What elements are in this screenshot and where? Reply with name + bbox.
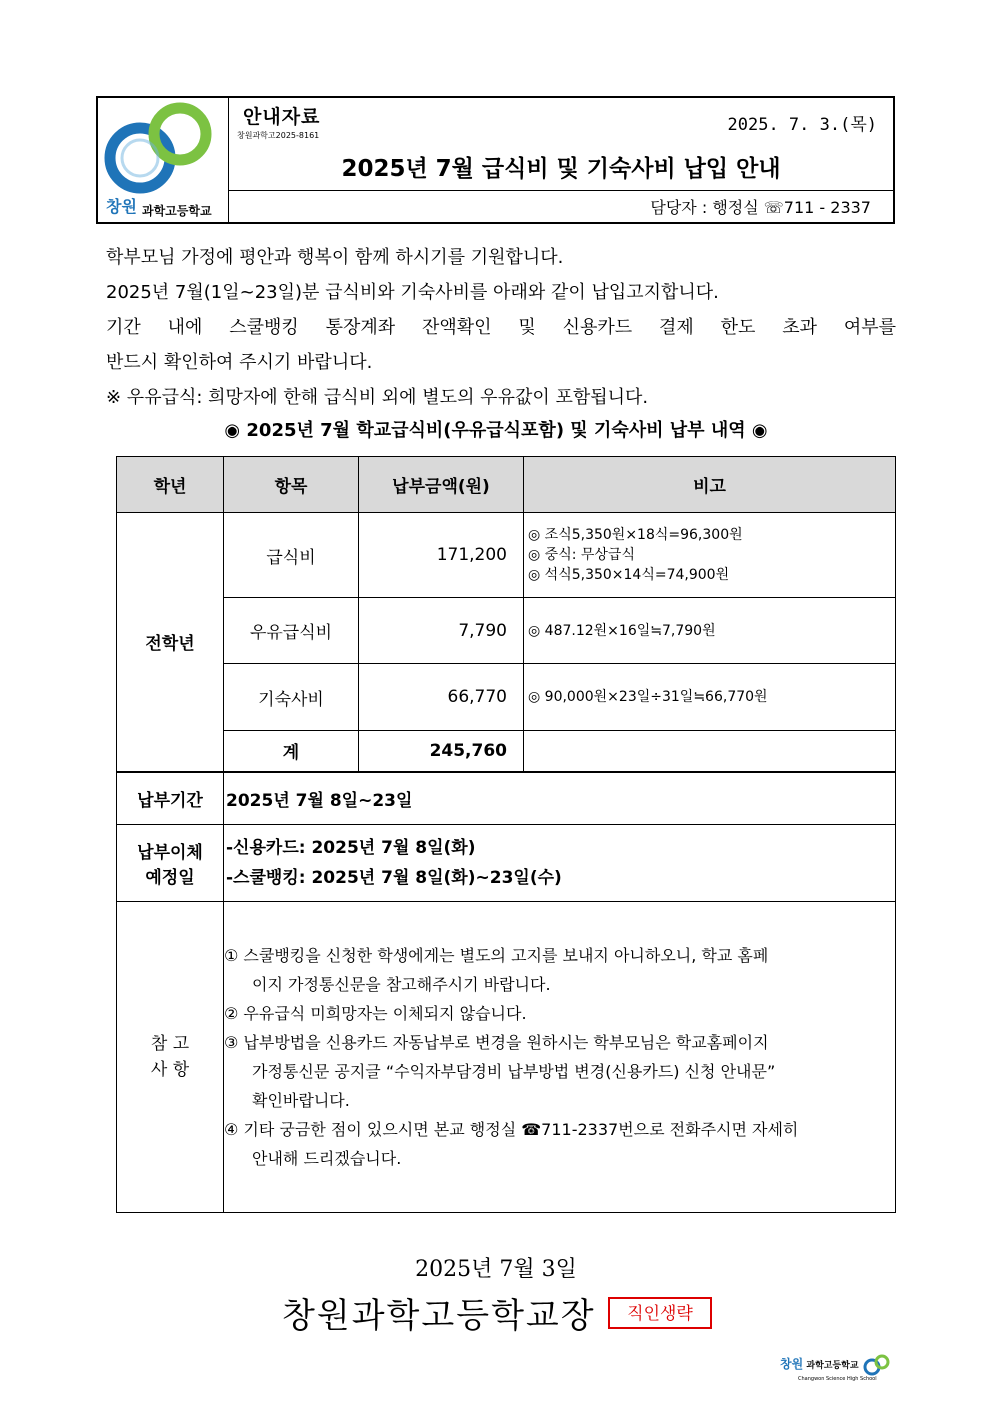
reference-item: ④ 기타 궁금한 점이 있으시면 본교 행정실 ☎711-2337번으로 전화주시면 자세히 [224,1120,799,1139]
reference-label-line: 참 고 [150,1034,190,1054]
bottom-logo-char: 창원 [780,1357,804,1371]
table-row [117,664,896,731]
table-header-row [117,457,896,513]
column-header: 납부금액(원) [359,457,524,513]
reference-label-line: 사 항 [150,1060,190,1080]
note-line: ◎ 석식5,350×14식=74,900원 [528,567,730,583]
column-header: 비고 [524,457,896,513]
column-header: 항목 [224,457,359,513]
transfer-line: -신용카드: 2025년 7월 8일(화) [226,838,476,858]
transfer-label-line: 납부이체 [137,843,203,863]
item-cell: 급식비 [224,513,359,598]
bottom-logo-name: 과학고등학교 [806,1361,859,1371]
total-row [117,731,896,772]
bottom-logo [780,1354,892,1382]
reference-item-cont: 이지 가정통신문을 참고해주시기 바랍니다. [252,975,551,994]
intro-text [106,240,898,415]
logo-school-name: 과학고등학교 [142,204,212,218]
note-line: ◎ 90,000원×23일÷31일≒66,770원 [528,689,768,705]
intro-line: 학부모님 가정에 평안과 행복이 함께 하시기를 기원합니다. [106,247,564,268]
note-line: ◎ 중식: 무상급식 [528,547,635,563]
reference-item: ③ 납부방법을 신용카드 자동납부로 변경을 원하시는 학부모님은 학교홈페이지 [224,1033,769,1052]
header-title-row [229,98,893,190]
transfer-label [117,825,224,902]
official-stamp: 직인생략 [608,1297,712,1329]
section-title: ◉ 2025년 7월 학교급식비(우유급식포함) 및 기숙사비 납부 내역 ◉ [224,420,768,441]
total-label: 계 [224,731,359,772]
page-title: 2025년 7월 급식비 및 기숙사비 납입 안내 [341,156,781,182]
contact-info: 담당자 : 행정실 ☏711 - 2337 [650,198,871,217]
signer-name: 창원과학고등학교장 [282,1296,596,1336]
intro-line: 기간 내에 스쿨뱅킹 통장계좌 잔액확인 및 신용카드 결제 한도 초과 여부를 [106,317,896,338]
table-row [117,598,896,664]
period-row [117,772,896,825]
reference-row [117,902,896,1213]
total-amount: 245,760 [359,731,524,772]
note-cell [524,598,896,664]
amount-cell: 171,200 [359,513,524,598]
footer-date: 2025년 7월 3일 [415,1257,577,1282]
document-header [96,96,895,224]
period-label: 납부기간 [117,772,224,825]
transfer-line: -스쿨뱅킹: 2025년 7월 8일(화)~23일(수) [226,868,562,888]
reference-item-cont: 확인바랍니다. [252,1091,350,1110]
period-value: 2025년 7월 8일~23일 [224,772,896,825]
column-header: 학년 [117,457,224,513]
note-line: ◎ 487.12원×16일≒7,790원 [528,622,716,639]
reference-notes [224,902,896,1213]
intro-line: 반드시 확인하여 주시기 바랍니다. [106,352,373,373]
note-cell [524,513,896,598]
item-cell: 우유급식비 [224,598,359,664]
intro-note: ※ 우유급식: 희망자에 한해 급식비 외에 별도의 우유값이 포함됩니다. [106,387,649,408]
empty-cell [524,731,896,772]
bottom-logo-sub: Changwon Science High School [798,1376,877,1382]
doc-number: 창원과학고2025-8161 [237,131,320,140]
school-logo-cell [98,98,229,222]
fee-table [116,456,896,1213]
note-cell [524,664,896,731]
bottom-logo-icon [862,1354,892,1376]
header-contact-row [229,190,893,223]
amount-cell: 66,770 [359,664,524,731]
grade-cell: 전학년 [117,513,224,772]
transfer-value [224,825,896,902]
table-row [117,513,896,598]
doc-date: 2025. 7. 3.(목) [727,115,877,135]
transfer-row [117,825,896,902]
reference-item-cont: 안내해 드리겠습니다. [252,1149,402,1168]
reference-item-cont: 가정통신문 공지글 “수익자부담경비 납부방법 변경(신용카드) 신청 안내문” [252,1062,776,1081]
logo-char: 창원 [106,197,137,216]
reference-label [117,902,224,1213]
reference-item: ② 우유급식 미희망자는 이체되지 않습니다. [224,1004,527,1023]
doc-type: 안내자료 [243,106,321,128]
intro-line: 2025년 7월(1일~23일)분 급식비와 기숙사비를 아래와 같이 납입고지합니다. [106,282,719,303]
transfer-label-line: 예정일 [145,868,195,888]
item-cell: 기숙사비 [224,664,359,731]
reference-item: ① 스쿨뱅킹을 신청한 학생에게는 별도의 고지를 보내지 아니하오니, 학교 홈페 [224,946,769,965]
amount-cell: 7,790 [359,598,524,664]
note-line: ◎ 조식5,350원×18식=96,300원 [528,527,743,543]
